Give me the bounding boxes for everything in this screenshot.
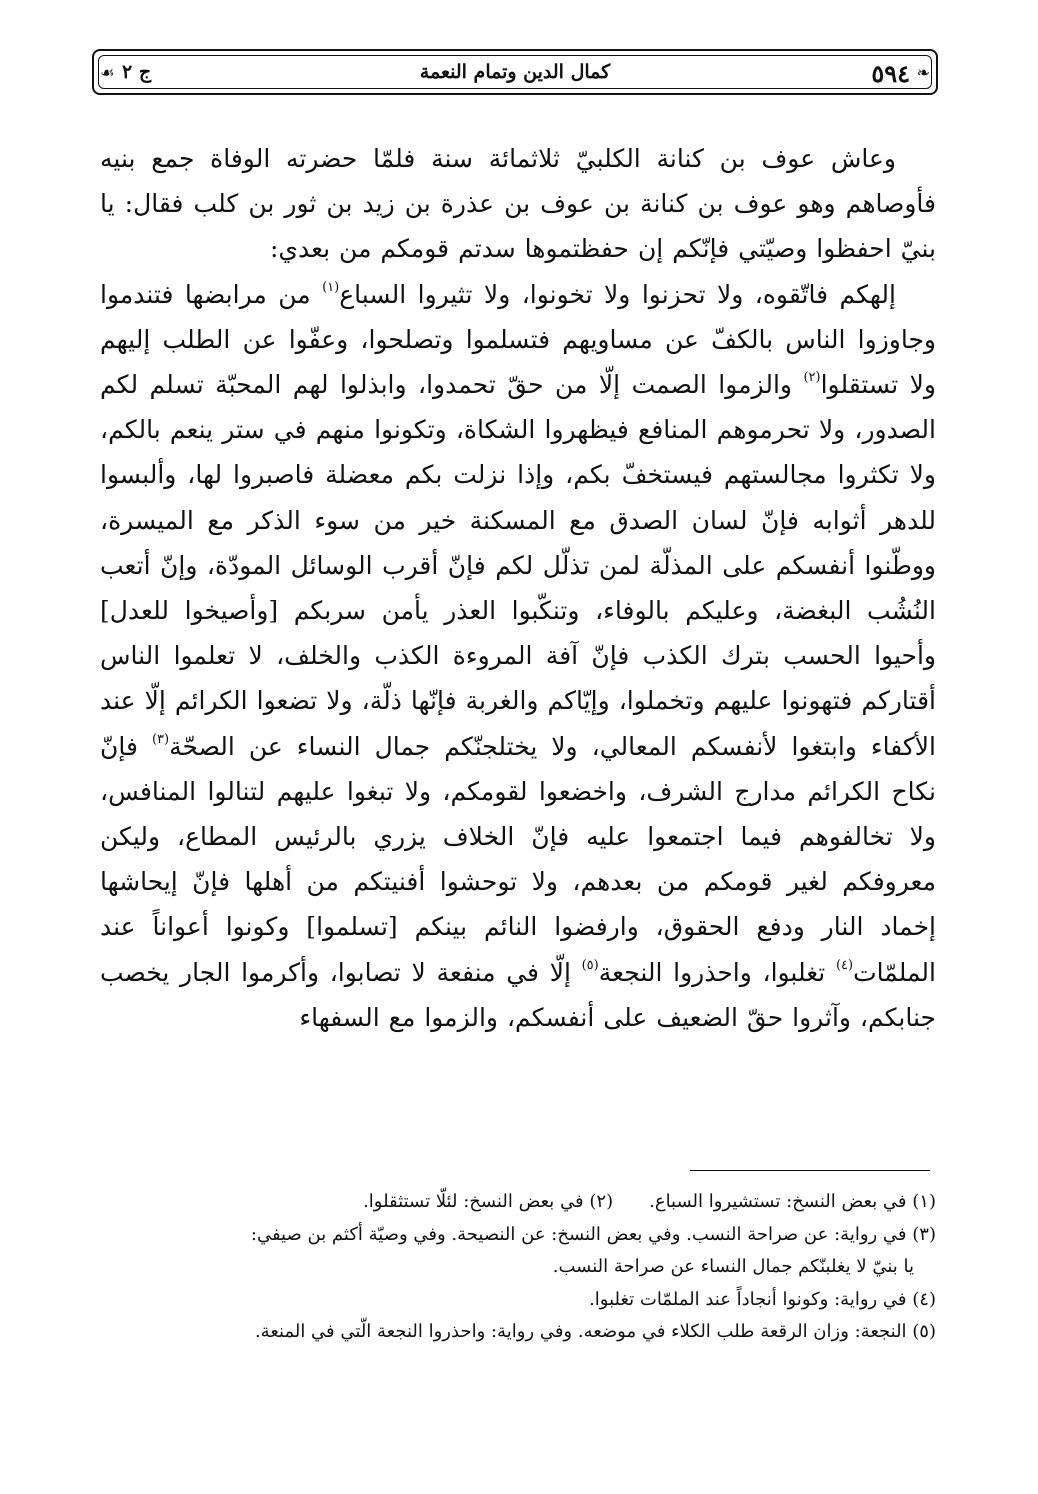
running-header <box>92 49 938 95</box>
footnote-3: (٣) في رواية: عن صراحة النسب. وفي بعض النسخ: عن النصيحة. وفي وصيّة أكثم بن صيفي: <box>250 1223 936 1245</box>
book-title: كمال الدين وتمام النعمة <box>419 61 611 83</box>
footnote-row <box>100 1186 936 1219</box>
paragraph <box>100 272 936 1040</box>
footnote-divider <box>690 1170 930 1171</box>
footnote-1: (١) في بعض النسخ: تستشيروا السباع. <box>649 1191 936 1212</box>
footnote-marker: (٥) <box>581 957 599 973</box>
footnote-marker: (٤) <box>835 957 854 973</box>
footnote-marker: (١) <box>322 279 340 295</box>
page-number: ٥٩٤ <box>871 59 910 88</box>
header-ornament-right-icon: ❧ <box>916 63 930 82</box>
paragraph <box>100 136 936 272</box>
footnote-4: (٤) في رواية: وكونوا أنجاداً عند الملمّات تغلبوا. <box>589 1288 936 1310</box>
footnote-marker: (٣) <box>151 731 170 747</box>
volume-label: ج ٢ <box>122 61 152 83</box>
text-segment: إلّا في منفعة لا تصابوا، وأكرموا الجار يخصب جنابكم، وآثروا حقّ الضعيف على أنفسكم، والزموا مع السفهاء <box>100 957 936 1032</box>
footnote-2: (٢) في بعض النسخ: لئلّا تستثقلوا. <box>363 1191 614 1212</box>
text-segment: فإنّ نكاح الكرائم مدارج الشرف، واخضعوا لقومكم، ولا تبغوا عليهم لتنالوا المنافس، ولا تخالفوهم فيما اجتمعوا عليه فإنّ الخلاف يزري بالرئيس المطاع، وليكن معروفكم لغير قومكم من بعدهم، ولا توحشوا أفنيتكم من أهلها فإنّ إيحاشها إخماد النار ودفع الحقوق، وارفضوا النائم بينكم [تسلموا] وكونوا أعواناً عند الملمّات <box>100 731 936 987</box>
footnote-marker: (٢) <box>803 370 821 386</box>
text-segment: تغلبوا، واحذروا النجعة <box>598 957 836 987</box>
footnote-5: (٥) النجعة: وزان الرقعة طلب الكلاء في موضعه. وفي رواية: واحذروا النجعة الّتي في المنعة. <box>254 1321 936 1342</box>
main-text-body <box>100 136 936 1040</box>
text-segment: وعاش عوف بن كنانة الكلبيّ ثلاثمائة سنة فلمّا حضرته الوفاة جمع بنيه فأوصاهم وهو عوف بن كنانة بن عوف بن عذرة بن زيد بن ثور بن كلب فقال: يا بنيّ احفظوا وصيّتي فإنّكم إن حفظتموها سدتم قومكم من بعدي: <box>100 144 936 264</box>
text-segment: والزموا الصمت إلّا من حقّ تحمدوا، وابذلوا لهم المحبّة تسلم لكم الصدور، ولا تحرموهم المنافع فيظهروا الشكاة، وتكونوا منهم في ستر ينعم بالكم، ولا تكثروا مجالستهم فيستخفّ بكم، وإذا نزلت بكم معضلة فاصبروا لها، وألبسوا للدهر أثوابه فإنّ لسان الصدق مع المسكنة خير من سوء الذكر مع الميسرة، ووطّنوا أنفسكم على المذلّة لمن تذلّل لكم فإنّ أقرب الوسائل المودّة، وإنّ أتعب النُشُب البغضة، وعليكم بالوفاء، وتنكّبوا العذر يأمن سربكم [وأصيخوا للعدل] وأحيوا الحسب بترك الكذب فإنّ آفة المروءة الكذب والخلف، لا تعلموا الناس أقتاركم فتهونوا عليهم وتخملوا، وإيّاكم والغربة فإنّها ذلّة، ولا تضعوا الكرائم إلّا عند الأكفاء وابتغوا لأنفسكم المعالي، ولا يختلجنّكم جمال النساء عن الصحّة <box>100 370 937 761</box>
text-segment: إلهكم فاتّقوه، ولا تحزنوا ولا تخونوا، ولا تثيروا السباع <box>339 279 896 309</box>
footnotes <box>100 1186 936 1349</box>
footnote-3-continuation: يا بنيّ لا يغلبنّكم جمال النساء عن صراحة النسب. <box>552 1256 914 1277</box>
header-ornament-left-icon: ☙ <box>100 63 115 82</box>
text-segment: من مرابضها فتندموا وجاوزوا الناس بالكفّ عن مساويهم فتسلموا وتصلحوا، وعفّوا عن الطلب إليهم ولا تستقلوا <box>100 279 936 400</box>
